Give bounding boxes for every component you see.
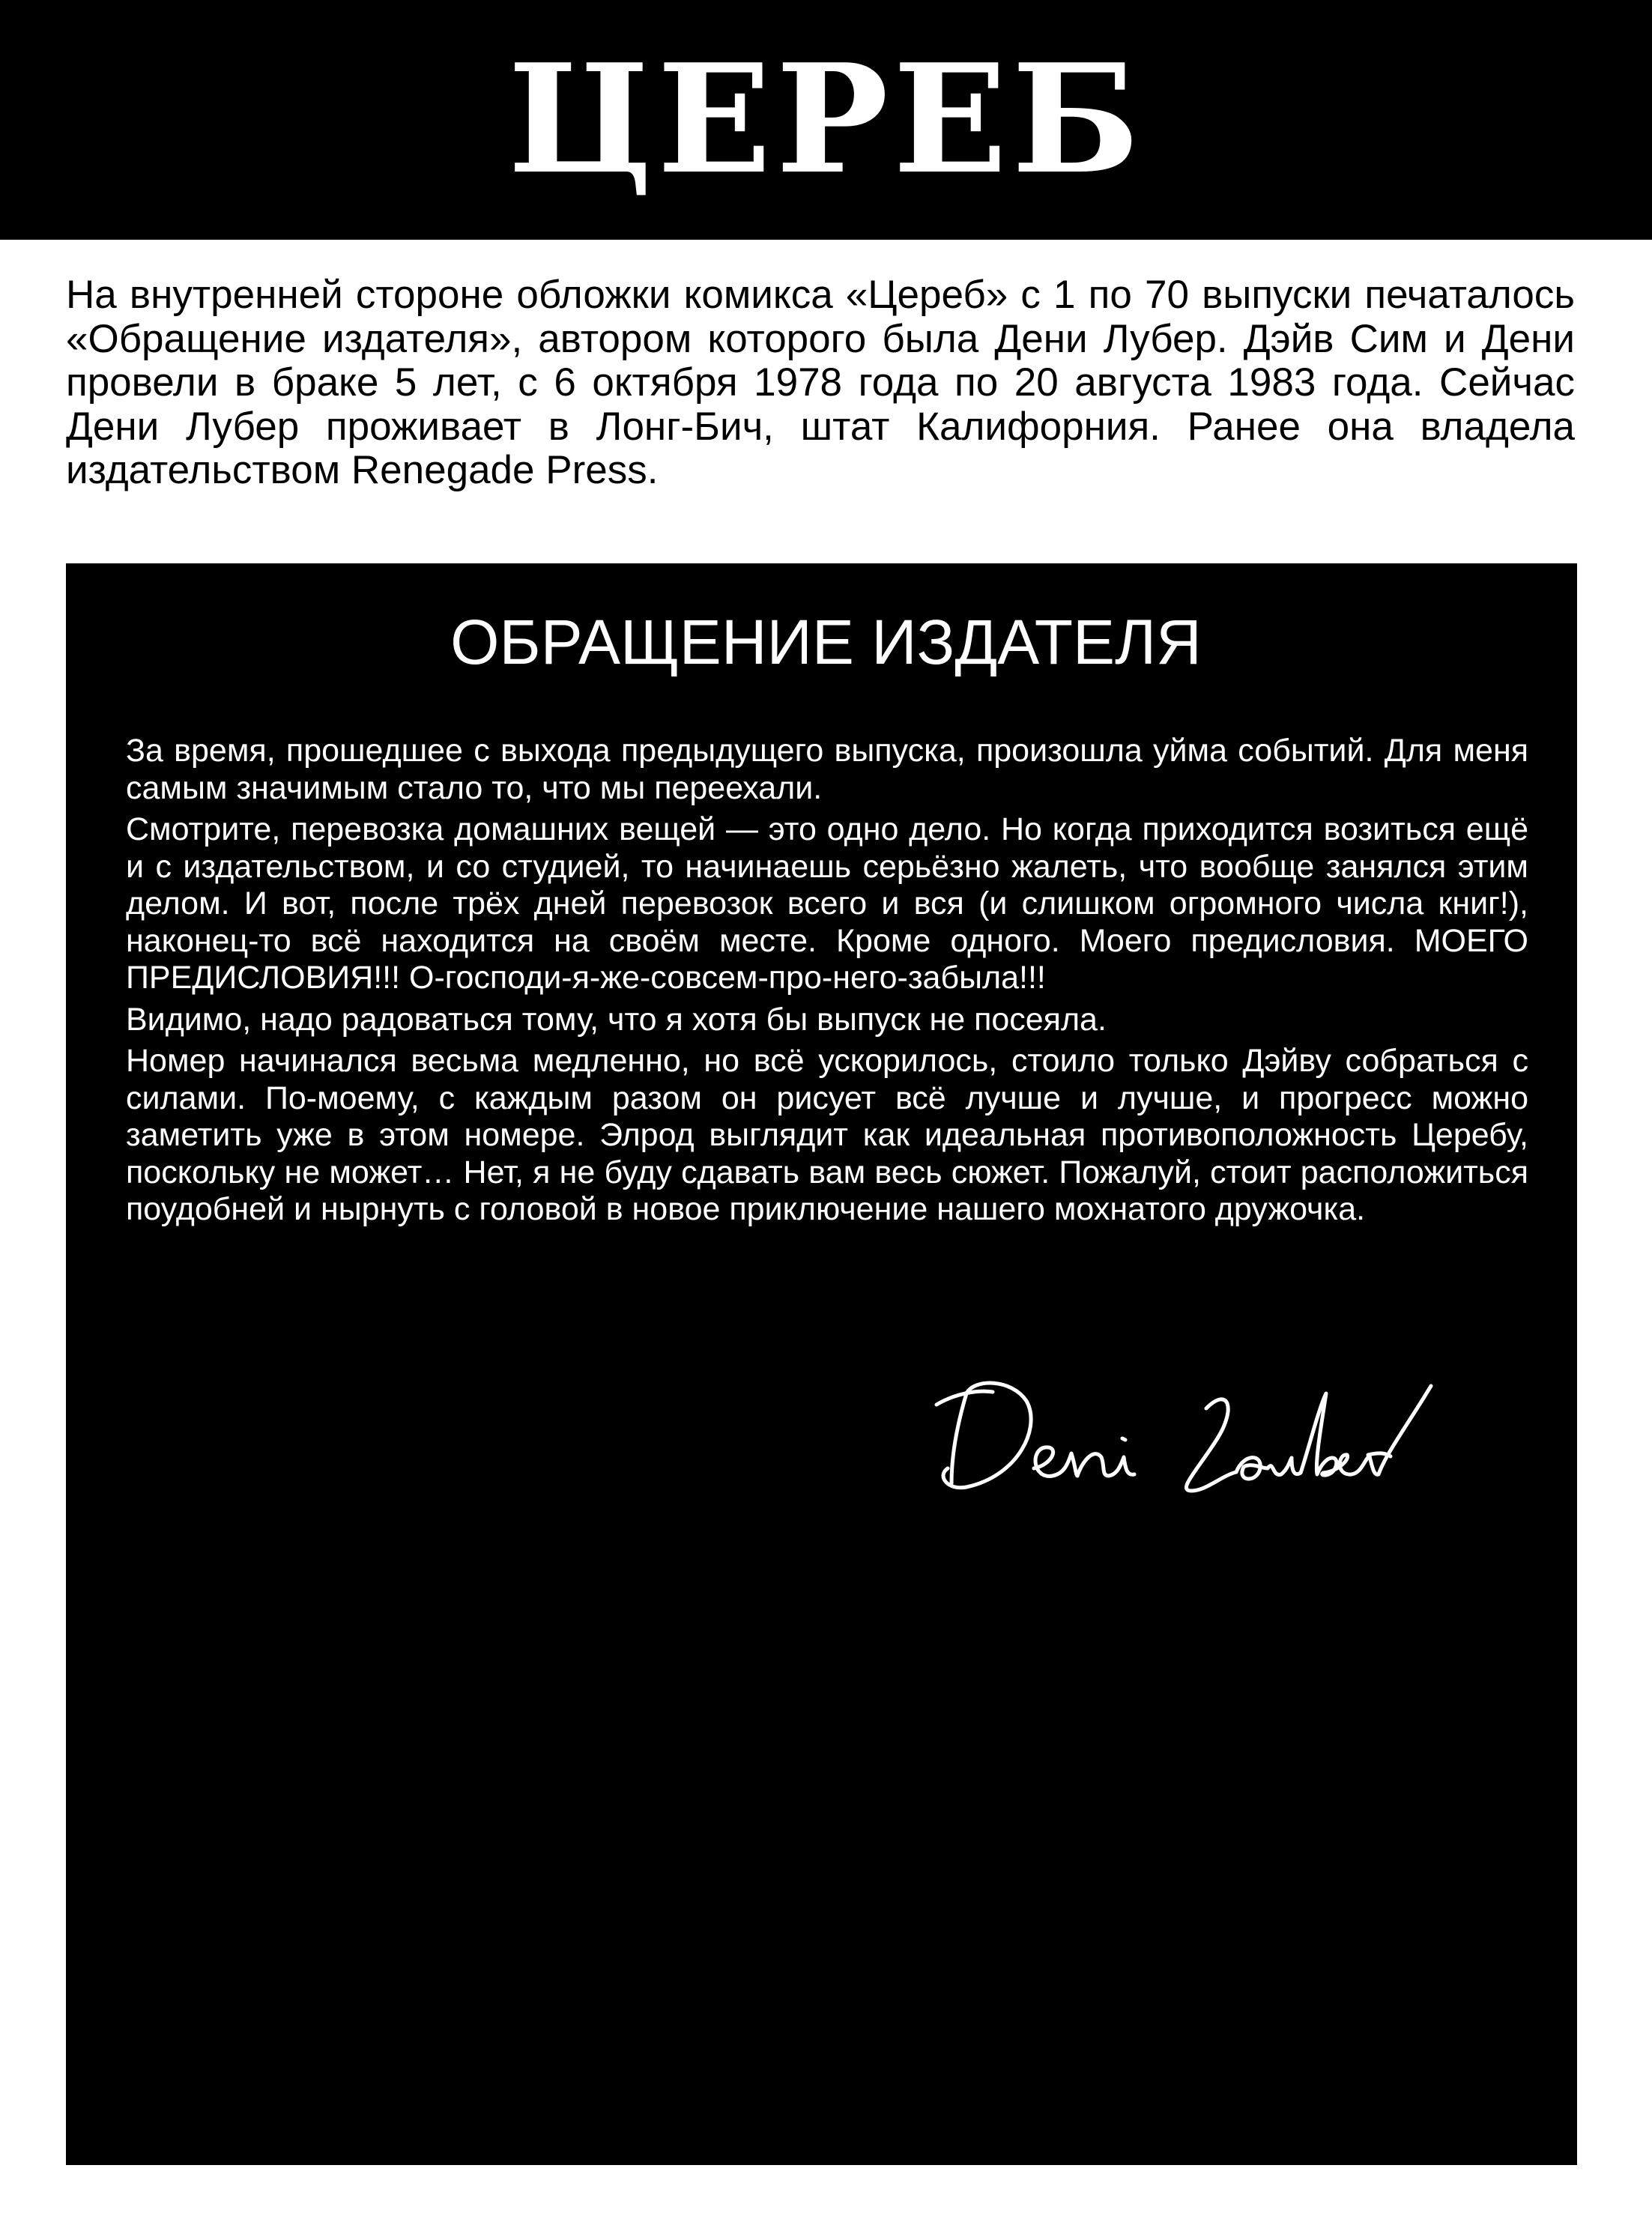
handwritten-signature — [922, 1363, 1446, 1521]
letter-body — [126, 733, 1528, 1233]
letter-paragraph: Видимо, надо радоваться тому, что я хотя бы выпуск не посеяла. — [126, 1001, 1107, 1038]
intro-paragraph: На внутренней стороне обложки комикса «Цереб» с 1 по 70 выпуски печаталось «Обращение издателя», автором которого была Дени Лубер. Дэйв Сим и Дени провели в браке 5 лет, с 6 октября 1978 года по 20 августа 1983 года. Сейчас Дени Лубер проживает в Лонг-Бич, штат Калифорния. Ранее она владела издательством Renegade Press. — [66, 273, 1575, 492]
cerebus-logo: ЦЕРЕБ — [507, 31, 1145, 208]
letter-paragraph: Номер начинался весьма медленно, но всё ускорилось, стоило только Дэйву собраться с силами. По-моему, с каждым разом он рисует всё лучше и лучше, и прогресс можно заметить уже в этом номере. Элрод выглядит как идеальная противоположность Церебу, поскольку не может… Нет, я не буду сдавать вам весь сюжет. Пожалуй, стоит расположиться поудобней и нырнуть с головой в новое приключение нашего мохнатого дружочка. — [126, 1043, 1528, 1227]
letter-paragraph: За время, прошедшее с выхода предыдущего выпуска, произошла уйма событий. Для меня самым значимым стало то, что мы переехали. — [126, 733, 1528, 806]
letter-paragraph: Смотрите, перевозка домашних вещей — это одно дело. Но когда приходится возиться ещё и с издательством, и со студией, то начинаешь серьёзно жалеть, что вообще занялся этим делом. И вот, после трёх дней перевозок всего и вся (и слишком огромного числа книг!), наконец-то всё находится на своём месте. Кроме одного. Моего предисловия. МОЕГО ПРЕДИСЛОВИЯ!!! О-господи-я-же-совсем-про-него-забыла!!! — [126, 811, 1528, 996]
letter-title: ОБРАЩЕНИЕ ИЗДАТЕЛЯ — [450, 607, 1202, 677]
